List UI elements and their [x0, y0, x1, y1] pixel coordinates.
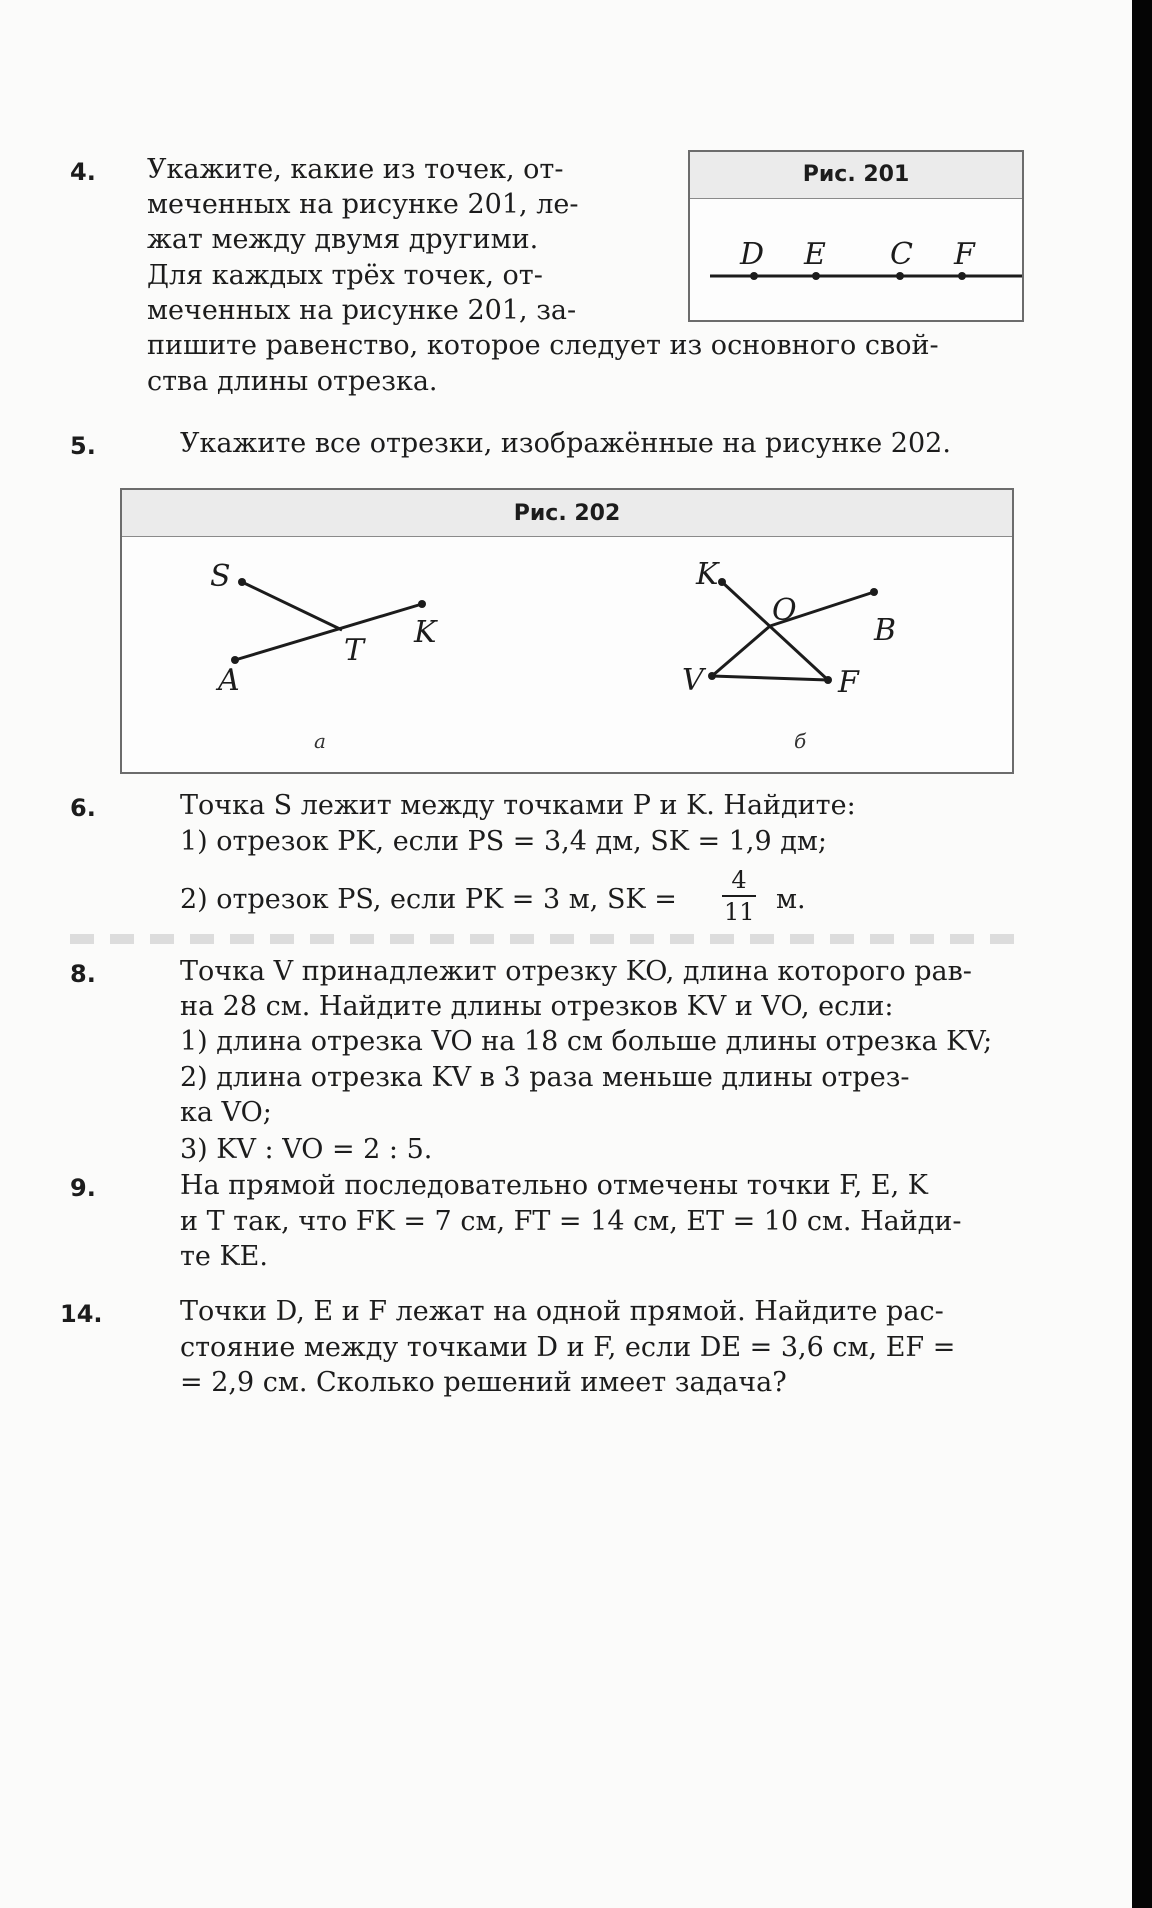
problem-9-line-1: На прямой последовательно отмечены точки F, E, K	[180, 1170, 928, 1201]
problem-4-line-5: меченных на рисунке 201, за-	[147, 295, 577, 326]
problem-8-line-2: на 28 см. Найдите длины отрезков KV и VO, если:	[180, 991, 894, 1022]
label-v: V	[682, 663, 704, 698]
problem-14-line-3: = 2,9 см. Сколько решений имеет задача?	[180, 1367, 787, 1398]
segment-ak	[235, 604, 422, 660]
figure-202-title: Рис. 202	[513, 501, 621, 526]
fraction-numerator: 4	[731, 866, 747, 894]
point-f-b	[824, 676, 832, 684]
segment-st	[242, 582, 342, 630]
problem-8-line-5: ка VO;	[180, 1097, 272, 1128]
problem-5-text: Укажите все отрезки, изображённые на рисунке 202.	[180, 428, 951, 459]
label-a: A	[218, 663, 240, 698]
point-v	[708, 672, 716, 680]
problem-4-line-1: Укажите, какие из точек, от-	[147, 154, 564, 185]
problem-14-line-2: стояние между точками D и F, если DE = 3,6 см, EF =	[180, 1332, 956, 1363]
problem-4-line-2: меченных на рисунке 201, ле-	[147, 189, 579, 220]
label-b: B	[874, 613, 897, 648]
problem-6-line-2: 1) отрезок PK, если PS = 3,4 дм, SK = 1,9 дм;	[180, 826, 827, 857]
problem-6-line-1: Точка S лежит между точками P и K. Найдите:	[180, 790, 856, 821]
problem-6-line-3: 2) отрезок PS, если PK = 3 м, SK =	[180, 884, 677, 915]
label-f-b: F	[838, 665, 859, 700]
problem-8-number: 8.	[70, 960, 96, 988]
problem-9-number: 9.	[70, 1174, 96, 1202]
label-k-b: K	[696, 557, 719, 592]
problem-14-line-1: Точки D, E и F лежат на одной прямой. Найдите рас-	[180, 1296, 944, 1327]
point-f	[958, 272, 966, 280]
label-k-a: K	[414, 615, 437, 650]
problem-4-line-4: Для каждых трёх точек, от-	[147, 260, 543, 291]
point-b	[870, 588, 878, 596]
right-edge-border	[1132, 0, 1152, 1908]
problem-8-line-3: 1) длина отрезка VO на 18 см больше длины отрезка KV;	[180, 1026, 993, 1057]
point-k-b	[718, 578, 726, 586]
point-s	[238, 578, 246, 586]
point-k-a	[418, 600, 426, 608]
label-e: E	[804, 237, 826, 272]
problem-8-line-1: Точка V принадлежит отрезку KO, длина которого рав-	[180, 956, 972, 987]
cropped-text-strip	[70, 934, 1030, 944]
problem-6-line-3-unit: м.	[776, 884, 806, 915]
problem-4-number: 4.	[70, 158, 96, 186]
label-c: C	[890, 237, 913, 272]
segment-vf	[712, 676, 828, 680]
problem-9-line-3: те KE.	[180, 1241, 268, 1272]
problem-14-number: 14.	[60, 1300, 103, 1328]
figure-202-part-b	[682, 557, 896, 753]
fraction-denominator: 11	[724, 898, 755, 926]
problem-5-number: 5.	[70, 432, 96, 460]
point-d	[750, 272, 758, 280]
figure-201-diagram	[690, 152, 1022, 320]
label-f: F	[954, 237, 975, 272]
figure-202-diagram	[122, 490, 1012, 772]
caption-b: б	[794, 729, 807, 753]
caption-a: а	[314, 729, 326, 753]
label-o: O	[772, 593, 797, 628]
point-c	[896, 272, 904, 280]
figure-202-part-a	[210, 559, 438, 753]
figure-201	[688, 150, 1024, 322]
problem-6-number: 6.	[70, 794, 96, 822]
label-s: S	[210, 559, 231, 594]
label-d: D	[740, 237, 765, 272]
problem-9-line-2: и T так, что FK = 7 см, FT = 14 см, ET = 10 см. Найди-	[180, 1206, 962, 1237]
figure-202	[120, 488, 1014, 774]
problem-8-line-4: 2) длина отрезка KV в 3 раза меньше длины отрез-	[180, 1062, 910, 1093]
problem-4-line-6: пишите равенство, которое следует из основного свой-	[147, 330, 939, 361]
point-e	[812, 272, 820, 280]
label-t: T	[344, 633, 365, 668]
problem-8-line-6: 3) KV : VO = 2 : 5.	[180, 1134, 433, 1165]
fraction-bar	[722, 895, 756, 897]
problem-4-line-7: ства длины отрезка.	[147, 366, 438, 397]
problem-4-line-3: жат между двумя другими.	[147, 224, 539, 255]
segment-vo	[712, 626, 770, 676]
figure-201-title: Рис. 201	[802, 162, 910, 187]
